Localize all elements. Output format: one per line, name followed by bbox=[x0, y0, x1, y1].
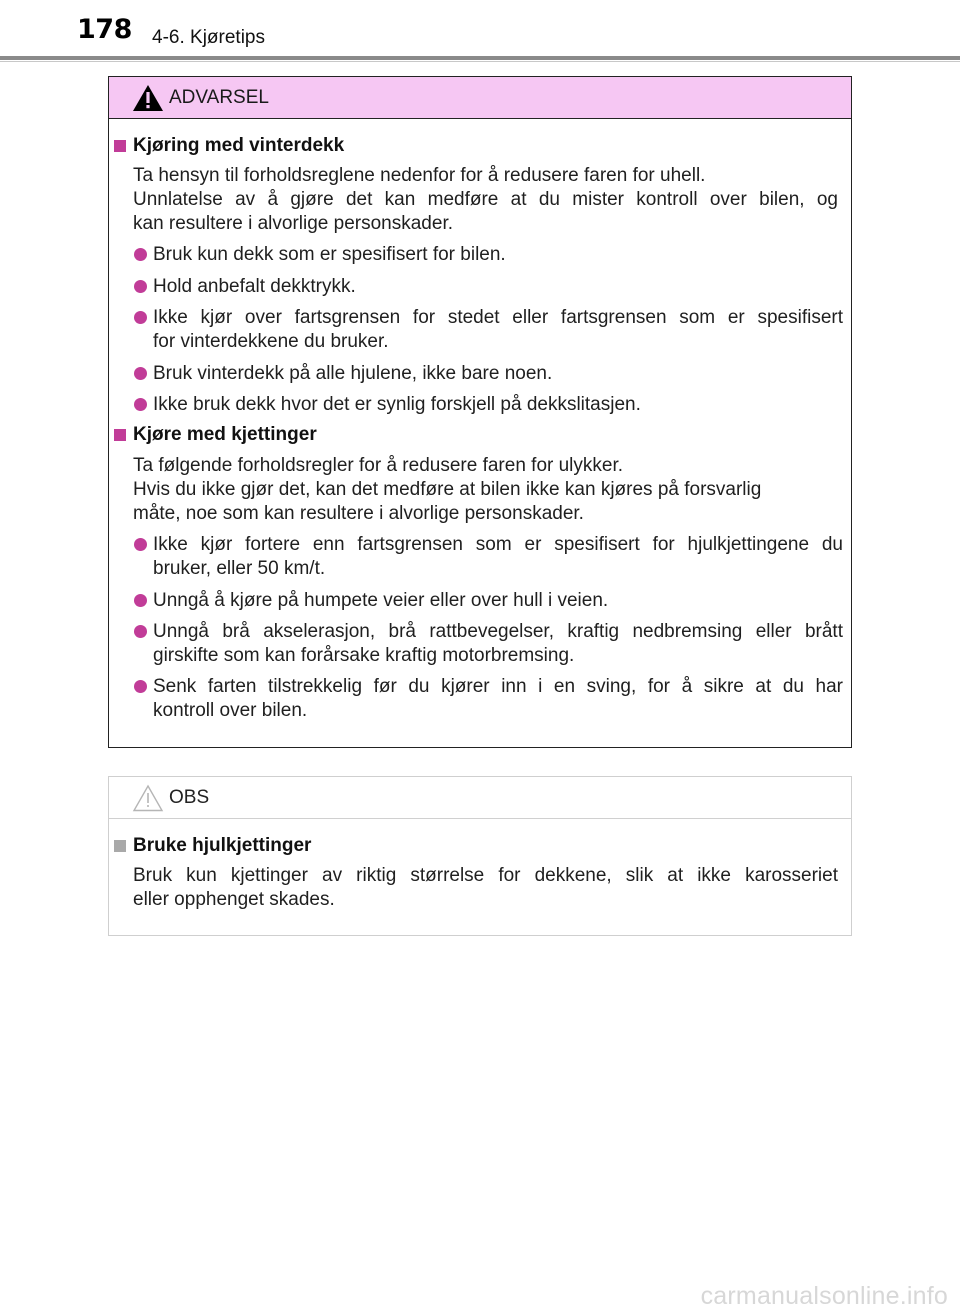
page-header bbox=[0, 0, 960, 62]
bullet-item-cont: kontroll over bilen. bbox=[153, 700, 308, 721]
obs-label: OBS bbox=[169, 787, 210, 808]
bullet-item: Hold anbefalt dekktrykk. bbox=[153, 276, 356, 297]
page-number: 178 bbox=[77, 14, 132, 45]
warning-label: ADVARSEL bbox=[169, 87, 269, 108]
paragraph-line: Bruk kun kjettinger av riktig størrelse for dekkene, slik at ikke karosseriet bbox=[133, 865, 838, 886]
header-divider-thin bbox=[0, 61, 960, 62]
bullet-item-cont: for vinterdekkene du bruker. bbox=[153, 331, 389, 352]
paragraph-line: kan resultere i alvorlige personskader. bbox=[133, 213, 454, 234]
bullet-item: Bruk vinterdekk på alle hjulene, ikke bare noen. bbox=[153, 363, 553, 384]
header-divider bbox=[0, 56, 960, 60]
section-title: 4-6. Kjøretips bbox=[152, 27, 265, 48]
bullet-item-cont: girskifte som kan forårsake kraftig motorbremsing. bbox=[153, 645, 575, 666]
warning-box bbox=[108, 76, 852, 748]
section-heading: Kjøring med vinterdekk bbox=[133, 135, 345, 156]
bullet-item: Senk farten tilstrekkelig før du kjører inn i en sving, for å sikre at du har bbox=[153, 676, 843, 697]
bullet-item: Ikke bruk dekk hvor det er synlig forskjell på dekkslitasjen. bbox=[153, 394, 641, 415]
paragraph-line: Ta hensyn til forholdsreglene nedenfor for å redusere faren for uhell. bbox=[133, 165, 706, 186]
bullet-item: Bruk kun dekk som er spesifisert for bilen. bbox=[153, 244, 506, 265]
caution-triangle-icon bbox=[131, 783, 165, 813]
section-heading: Bruke hjulkjettinger bbox=[133, 835, 312, 856]
watermark: carmanualsonline.info bbox=[700, 1282, 948, 1310]
bullet-item: Unngå å kjøre på humpete veier eller over hull i veien. bbox=[153, 590, 609, 611]
bullet-item-cont: bruker, eller 50 km/t. bbox=[153, 558, 326, 579]
bullet-item: Unngå brå akselerasjon, brå rattbevegelser, kraftig nedbremsing eller brått bbox=[153, 621, 843, 642]
paragraph-line: Unnlatelse av å gjøre det kan medføre at du mister kontroll over bilen, og bbox=[133, 189, 838, 210]
section-heading: Kjøre med kjettinger bbox=[133, 424, 317, 445]
warning-triangle-icon bbox=[131, 83, 165, 113]
paragraph-line: Ta følgende forholdsregler for å redusere faren for ulykker. bbox=[133, 455, 624, 476]
bullet-item: Ikke kjør fortere enn fartsgrensen som er spesifisert for hjulkjettingene du bbox=[153, 534, 843, 555]
paragraph-line: Hvis du ikke gjør det, kan det medføre at bilen ikke kan kjøres på forsvarlig bbox=[133, 479, 762, 500]
warning-header bbox=[109, 77, 851, 119]
obs-box bbox=[108, 776, 852, 936]
paragraph-line: eller opphenget skades. bbox=[133, 889, 335, 910]
paragraph-line: måte, noe som kan resultere i alvorlige personskader. bbox=[133, 503, 584, 524]
bullet-item: Ikke kjør over fartsgrensen for stedet eller fartsgrensen som er spesifisert bbox=[153, 307, 843, 328]
obs-header bbox=[109, 777, 851, 819]
